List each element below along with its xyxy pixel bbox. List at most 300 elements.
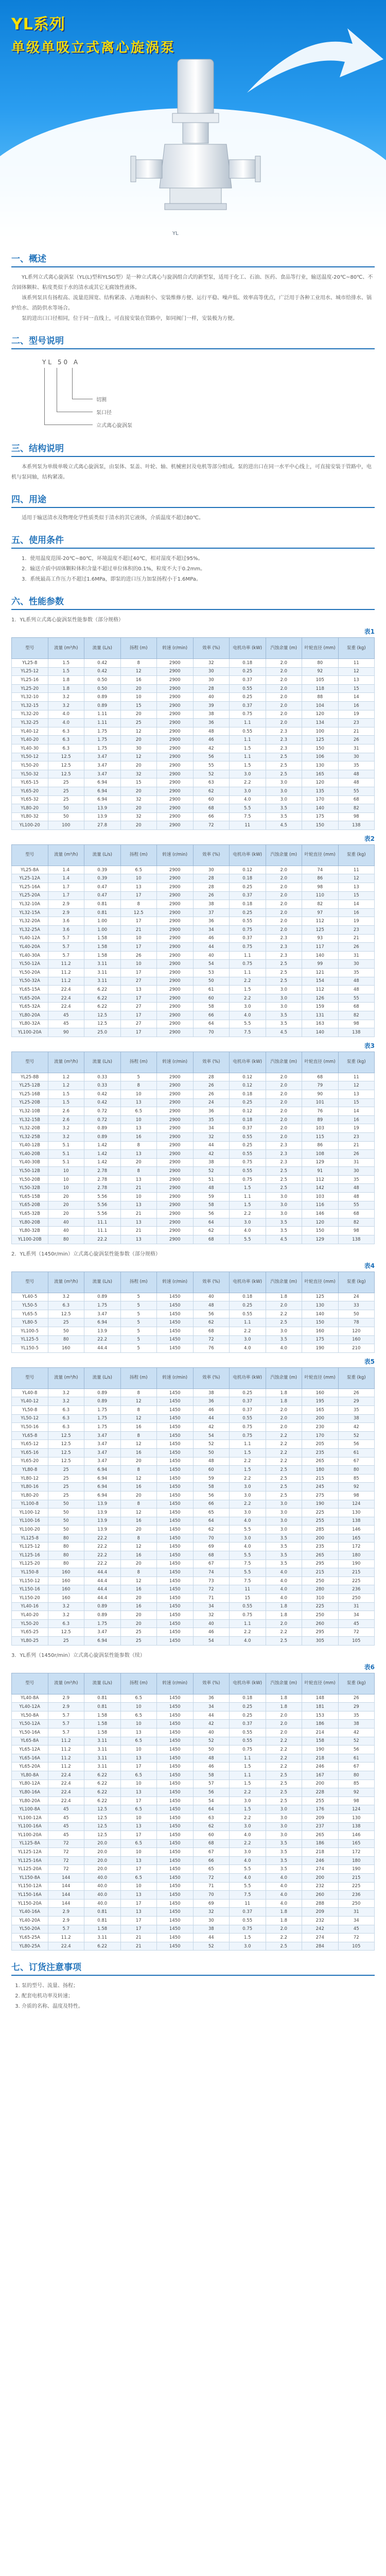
table-cell: 0.37 xyxy=(230,934,266,943)
table-cell: 3.0 xyxy=(230,1797,266,1805)
table-cell: 6.5 xyxy=(120,1771,157,1780)
column-header: 流量 (L/s) xyxy=(84,1272,121,1293)
table-cell: 3.0 xyxy=(230,1848,266,1857)
table-row xyxy=(12,1318,375,1327)
table-cell: 2.2 xyxy=(230,994,266,1003)
table-cell: 3.0 xyxy=(266,1509,302,1517)
table-cell: 2900 xyxy=(157,761,194,770)
table-row xyxy=(12,874,375,883)
table-cell: 1450 xyxy=(157,1534,194,1543)
model-cell: YL150-20 xyxy=(12,1594,48,1603)
table-cell: 92 xyxy=(338,1483,375,1492)
table-row xyxy=(12,1619,375,1628)
table-cell: 1450 xyxy=(157,1405,194,1414)
table-cell: 2.9 xyxy=(48,1703,84,1711)
table-row xyxy=(12,1141,375,1150)
model-cell: YL50-12 xyxy=(12,753,48,761)
table-cell: 3.47 xyxy=(84,1431,121,1440)
table-row xyxy=(12,1500,375,1509)
table-cell: 12.5 xyxy=(84,1822,121,1831)
table-cell: 205 xyxy=(302,1440,339,1449)
table-cell: 12 xyxy=(338,667,375,676)
model-cell: YL25-20A xyxy=(12,891,48,900)
model-cell: YL50-20 xyxy=(12,1619,48,1628)
table-cell: 4.0 xyxy=(230,1011,266,1020)
table-cell: 0.75 xyxy=(230,943,266,952)
table-cell: 130 xyxy=(338,1509,375,1517)
table-cell: 2900 xyxy=(157,812,194,821)
table-cell: 2900 xyxy=(157,770,194,778)
table-cell: 134 xyxy=(302,719,339,727)
section-divider xyxy=(11,507,375,508)
table-cell: 2.5 xyxy=(266,1167,302,1176)
table-row xyxy=(12,1388,375,1397)
table-cell: 2900 xyxy=(157,1235,194,1244)
table-cell: 50 xyxy=(48,1500,84,1509)
column-header: 流量 (m³/h) xyxy=(48,1673,84,1694)
table-cell: 3.0 xyxy=(266,1831,302,1840)
table-cell: 3.5 xyxy=(266,1534,302,1543)
table-cell: 140 xyxy=(302,1028,339,1037)
model-label: 立式离心旋涡泵 xyxy=(96,423,132,429)
table-cell: 2.9 xyxy=(48,1908,84,1917)
table-cell: 1.5 xyxy=(48,667,84,676)
model-cell: YL25-20 xyxy=(12,684,48,693)
table-cell: 2900 xyxy=(157,891,194,900)
table-cell: 16 xyxy=(120,1517,157,1526)
table-cell: 101 xyxy=(302,1098,339,1107)
table-cell: 38 xyxy=(193,1388,230,1397)
table-cell: 5.1 xyxy=(48,1150,84,1159)
table-cell: 6.3 xyxy=(48,1301,84,1310)
table-cell: 0.89 xyxy=(84,693,121,702)
table-row xyxy=(12,1073,375,1081)
table-row xyxy=(12,1737,375,1745)
table-cell: 0.18 xyxy=(230,874,266,883)
table-cell: 0.12 xyxy=(230,1073,266,1081)
table-cell: 2.0 xyxy=(266,1090,302,1098)
table-cell: 10 xyxy=(120,1703,157,1711)
table-row xyxy=(12,1891,375,1900)
table-cell: 13 xyxy=(120,1175,157,1184)
table-row xyxy=(12,1132,375,1141)
table-cell: 30 xyxy=(120,744,157,753)
table-row xyxy=(12,943,375,952)
table-cell: 190 xyxy=(338,1865,375,1874)
table-row xyxy=(12,1703,375,1711)
model-cell: YL40-8 xyxy=(12,1388,48,1397)
table-cell: 4.0 xyxy=(230,1543,266,1551)
table-cell: 2.9 xyxy=(48,900,84,909)
table-row xyxy=(12,969,375,977)
table-cell: 3.5 xyxy=(266,1335,302,1344)
table-cell: 215 xyxy=(302,1474,339,1483)
table-cell: 3.47 xyxy=(84,1440,121,1449)
table-cell: 6.22 xyxy=(84,1797,121,1805)
table-cell: 1.8 xyxy=(266,1703,302,1711)
table-cell: 3.0 xyxy=(266,1805,302,1814)
table-cell: 285 xyxy=(302,1526,339,1534)
table-cell: 129 xyxy=(302,1158,339,1167)
table-cell: 45 xyxy=(48,1814,84,1822)
table-cell: 36 xyxy=(193,917,230,926)
table-row xyxy=(12,1543,375,1551)
table-cell: 12.5 xyxy=(84,1831,121,1840)
table-cell: 112 xyxy=(302,986,339,994)
table-cell: 13 xyxy=(120,1218,157,1227)
model-cell: YL125-16A xyxy=(12,1856,48,1865)
table-cell: 34 xyxy=(338,1611,375,1620)
table-cell: 72 xyxy=(48,1856,84,1865)
table-cell: 44.4 xyxy=(84,1594,121,1603)
table-cell: 260 xyxy=(302,1891,339,1900)
table-cell: 2.0 xyxy=(266,710,302,719)
table-row xyxy=(12,1711,375,1720)
table-row xyxy=(12,1098,375,1107)
image-caption: YL xyxy=(172,231,179,236)
table-cell: 21 xyxy=(120,926,157,935)
table-cell: 1.58 xyxy=(84,1711,121,1720)
table-cell: 120 xyxy=(338,1327,375,1336)
table-row xyxy=(12,883,375,892)
table-cell: 1450 xyxy=(157,1568,194,1577)
table-cell: 44.4 xyxy=(84,1344,121,1353)
table-cell: 30 xyxy=(338,753,375,761)
table-cell: 6.94 xyxy=(84,795,121,804)
table-cell: 2.78 xyxy=(84,1175,121,1184)
table-cell: 10 xyxy=(120,1745,157,1754)
table-cell: 0.18 xyxy=(230,659,266,668)
table-cell: 11.2 xyxy=(48,1737,84,1745)
table-cell: 10 xyxy=(120,1848,157,1857)
table-cell: 30 xyxy=(193,866,230,874)
hero-banner xyxy=(0,0,386,242)
table-cell: 12.5 xyxy=(48,1310,84,1318)
column-header: 型号 xyxy=(12,638,48,659)
table-cell: 274 xyxy=(302,1934,339,1942)
table-cell: 2.2 xyxy=(230,1474,266,1483)
table-cell: 160 xyxy=(48,1568,84,1577)
table-cell: 1450 xyxy=(157,1500,194,1509)
table-cell: 2.5 xyxy=(266,969,302,977)
table-cell: 176 xyxy=(302,1805,339,1814)
table-cell: 26 xyxy=(338,1388,375,1397)
table-cell: 38 xyxy=(193,710,230,719)
table-cell: 4.0 xyxy=(266,1882,302,1891)
table-row xyxy=(12,1483,375,1492)
table-cell: 3.5 xyxy=(266,812,302,821)
column-header: 汽蚀余量 (m) xyxy=(266,1052,302,1073)
model-cell: YL100-8A xyxy=(12,1805,48,1814)
table-cell: 0.75 xyxy=(230,1431,266,1440)
table-cell: 2900 xyxy=(157,943,194,952)
model-cell: YL150-12A xyxy=(12,1882,48,1891)
table-cell: 3.47 xyxy=(84,1628,121,1637)
table-cell: 44 xyxy=(193,943,230,952)
table-cell: 12.5 xyxy=(84,1011,121,1020)
table-cell: 10 xyxy=(48,1175,84,1184)
table-cell: 16 xyxy=(120,1483,157,1492)
table-cell: 2.0 xyxy=(266,1115,302,1124)
table-cell: 2.0 xyxy=(266,866,302,874)
table-cell: 172 xyxy=(338,1848,375,1857)
table-cell: 8 xyxy=(120,1388,157,1397)
section-title-order: 七、订货注意事项 xyxy=(11,1962,81,1973)
table-cell: 22.4 xyxy=(48,986,84,994)
table-cell: 3.5 xyxy=(266,1865,302,1874)
table-cell: 32 xyxy=(120,812,157,821)
table-cell: 8 xyxy=(120,1568,157,1577)
column-header: 汽蚀余量 (m) xyxy=(266,638,302,659)
table-cell: 2.2 xyxy=(230,778,266,787)
table-cell: 3.0 xyxy=(266,778,302,787)
table-cell: 2.5 xyxy=(266,960,302,969)
table-cell: 50 xyxy=(48,1327,84,1336)
table-cell: 12 xyxy=(120,1543,157,1551)
section-divider xyxy=(11,266,375,267)
table-cell: 2.0 xyxy=(266,1414,302,1423)
model-cell: YL100-16 xyxy=(12,1517,48,1526)
table-cell: 1.42 xyxy=(84,1150,121,1159)
table-cell: 2.5 xyxy=(266,1637,302,1646)
table-cell: 13 xyxy=(338,883,375,892)
table-cell: 2900 xyxy=(157,1158,194,1167)
table-cell: 20 xyxy=(120,1457,157,1466)
table-cell: 12.5 xyxy=(84,1020,121,1028)
table-cell: 72 xyxy=(193,821,230,830)
table-cell: 260 xyxy=(302,1619,339,1628)
table-cell: 6.94 xyxy=(84,1483,121,1492)
table-cell: 1.5 xyxy=(230,1448,266,1457)
table-cell: 20 xyxy=(120,821,157,830)
table-cell: 0.37 xyxy=(230,891,266,900)
model-cell: YL50-8A xyxy=(12,1711,48,1720)
table-cell: 68 xyxy=(338,1210,375,1218)
model-cell: YL50-8 xyxy=(12,1405,48,1414)
table-cell: 56 xyxy=(193,1788,230,1797)
table-cell: 140 xyxy=(302,804,339,813)
column-header: 流量 (m³/h) xyxy=(48,844,84,866)
table-cell: 31 xyxy=(338,1158,375,1167)
table-cell: 32 xyxy=(120,770,157,778)
table-cell: 20 xyxy=(120,1594,157,1603)
table-cell: 1450 xyxy=(157,1551,194,1560)
table-cell: 2.0 xyxy=(266,1107,302,1116)
table-cell: 1450 xyxy=(157,1431,194,1440)
table-cell: 215 xyxy=(302,1568,339,1577)
table-cell: 1.4 xyxy=(48,866,84,874)
table-cell: 62 xyxy=(193,1318,230,1327)
table-cell: 1.1 xyxy=(230,736,266,744)
table-cell: 160 xyxy=(338,1335,375,1344)
table-cell: 2900 xyxy=(157,1210,194,1218)
table-cell: 6.22 xyxy=(84,994,121,1003)
table-cell: 2.2 xyxy=(266,1431,302,1440)
table-cell: 16 xyxy=(120,1551,157,1560)
table-cell: 80 xyxy=(48,1235,84,1244)
table-cell: 10 xyxy=(48,1184,84,1193)
table-cell: 24 xyxy=(338,1293,375,1301)
table-cell: 13 xyxy=(120,986,157,994)
table-row xyxy=(12,1831,375,1840)
column-header: 流量 (m³/h) xyxy=(48,1052,84,1073)
table-cell: 142 xyxy=(302,1184,339,1193)
table-cell: 126 xyxy=(302,994,339,1003)
table-note: 2．YL系列（1450r/min）立式离心旋涡泵性能参数（部分规格） xyxy=(11,1251,161,1257)
table-cell: 16 xyxy=(120,1585,157,1594)
table-cell: 69 xyxy=(193,1899,230,1908)
column-header: 叶轮直径 (mm) xyxy=(302,1052,339,1073)
table-cell: 45 xyxy=(48,1020,84,1028)
column-header: 转速 (r/min) xyxy=(157,1052,194,1073)
table-row xyxy=(12,1293,375,1301)
table-row xyxy=(12,1822,375,1831)
model-cell: YL100-20 xyxy=(12,821,48,830)
table-row xyxy=(12,1551,375,1560)
table-cell: 3.47 xyxy=(84,1448,121,1457)
table-cell: 2900 xyxy=(157,1167,194,1176)
table-cell: 20.0 xyxy=(84,1856,121,1865)
table-cell: 12 xyxy=(120,727,157,736)
table-cell: 45 xyxy=(338,1619,375,1628)
table-note: 1．YL系列立式离心旋涡泵性能参数（部分规格） xyxy=(11,617,124,623)
table-cell: 82 xyxy=(338,804,375,813)
table-cell: 0.37 xyxy=(230,1908,266,1917)
table-caption: 表3 xyxy=(364,1042,375,1049)
table-cell: 5.5 xyxy=(230,1235,266,1244)
table-cell: 2900 xyxy=(157,787,194,795)
table-row xyxy=(12,778,375,787)
table-cell: 124 xyxy=(338,1805,375,1814)
table-cell: 80 xyxy=(48,1543,84,1551)
table-row xyxy=(12,1848,375,1857)
table-cell: 2900 xyxy=(157,1201,194,1210)
table-cell: 13.9 xyxy=(84,804,121,813)
table-cell: 76 xyxy=(302,1107,339,1116)
table-cell: 60 xyxy=(193,994,230,1003)
performance-table xyxy=(11,1052,375,1244)
table-cell: 2900 xyxy=(157,727,194,736)
table-row xyxy=(12,1414,375,1423)
table-cell: 25 xyxy=(48,1474,84,1483)
order-list xyxy=(11,1981,375,2012)
table-cell: 48 xyxy=(338,778,375,787)
table-cell: 40 xyxy=(193,951,230,960)
table-cell: 25 xyxy=(48,1466,84,1475)
table-cell: 6.5 xyxy=(120,1107,157,1116)
product-name: 单级单吸立式离心旋涡泵 xyxy=(11,40,176,56)
table-cell: 130 xyxy=(302,1301,339,1310)
column-header: 电机功率 (kW) xyxy=(230,638,266,659)
table-row xyxy=(12,1917,375,1925)
table-cell: 2.5 xyxy=(266,977,302,986)
table-cell: 2.0 xyxy=(266,719,302,727)
table-row xyxy=(12,1448,375,1457)
table-cell: 2900 xyxy=(157,821,194,830)
model-cell: YL25-8A xyxy=(12,866,48,874)
table-cell: 1450 xyxy=(157,1526,194,1534)
table-cell: 13 xyxy=(120,1728,157,1737)
table-cell: 72 xyxy=(338,1628,375,1637)
table-cell: 4.5 xyxy=(266,821,302,830)
column-header: 型号 xyxy=(12,1367,48,1388)
table-cell: 22.2 xyxy=(84,1235,121,1244)
model-cell: YL80-32B xyxy=(12,1227,48,1235)
table-cell: 98 xyxy=(302,883,339,892)
table-cell: 2900 xyxy=(157,1073,194,1081)
table-cell: 8 xyxy=(120,900,157,909)
table-cell: 20.0 xyxy=(84,1848,121,1857)
table-row xyxy=(12,821,375,830)
paragraph: YL系列立式离心旋涡泵（YL(L)型和YLSG型）是一种立式离心与旋涡组合式的新型泵，适用于化工、石油、医药、食品等行业，输送温度-20℃~80℃、不含固体颗粒、粘度类似于水的清水或其它无腐蚀性液体。 xyxy=(11,275,373,291)
table-cell: 3.2 xyxy=(48,1124,84,1133)
table-cell: 37 xyxy=(193,908,230,917)
model-cell: YL80-8A xyxy=(12,1771,48,1780)
table-cell: 44 xyxy=(193,1711,230,1720)
table-cell: 3.2 xyxy=(48,1293,84,1301)
table-cell: 1450 xyxy=(157,1771,194,1780)
table-cell: 91 xyxy=(302,1167,339,1176)
table-cell: 0.42 xyxy=(84,659,121,668)
model-cell: YL32-20B xyxy=(12,1124,48,1133)
table-cell: 40 xyxy=(48,1218,84,1227)
table-cell: 5.56 xyxy=(84,1210,121,1218)
table-cell: 2900 xyxy=(157,994,194,1003)
table-cell: 25 xyxy=(120,1637,157,1646)
model-cell: YL65-32A xyxy=(12,1003,48,1011)
table-cell: 42 xyxy=(193,1423,230,1432)
table-cell: 0.37 xyxy=(230,1124,266,1133)
table-cell: 1.75 xyxy=(84,727,121,736)
section-title-model: 二、型号说明 xyxy=(11,336,64,346)
table-cell: 54 xyxy=(193,960,230,969)
table-cell: 265 xyxy=(302,1831,339,1840)
table-cell: 1.5 xyxy=(230,1184,266,1193)
table-cell: 0.25 xyxy=(230,883,266,892)
table-cell: 150 xyxy=(302,821,339,830)
table-cell: 22.4 xyxy=(48,1780,84,1788)
table-cell: 20 xyxy=(120,804,157,813)
table-cell: 4.0 xyxy=(230,1517,266,1526)
table-cell: 1450 xyxy=(157,1637,194,1646)
model-cell: YL150-5 xyxy=(12,1344,48,1353)
column-header: 转速 (r/min) xyxy=(157,1673,194,1694)
model-cell: YL40-20 xyxy=(12,1611,48,1620)
model-cell: YL32-10 xyxy=(12,693,48,702)
table-cell: 2.5 xyxy=(266,1318,302,1327)
table-cell: 138 xyxy=(338,1235,375,1244)
table-cell: 150 xyxy=(302,1227,339,1235)
table-cell: 0.89 xyxy=(84,1124,121,1133)
table-cell: 0.72 xyxy=(84,1115,121,1124)
table-cell: 104 xyxy=(302,701,339,710)
table-cell: 22.4 xyxy=(48,1788,84,1797)
table-row xyxy=(12,1788,375,1797)
table-row xyxy=(12,1028,375,1037)
table-cell: 1450 xyxy=(157,1440,194,1449)
table-cell: 1450 xyxy=(157,1585,194,1594)
table-cell: 2900 xyxy=(157,960,194,969)
table-cell: 1450 xyxy=(157,1737,194,1745)
table-cell: 4.0 xyxy=(266,1577,302,1585)
table-row xyxy=(12,1201,375,1210)
table-row xyxy=(12,1011,375,1020)
table-cell: 31 xyxy=(338,951,375,960)
table-cell: 17 xyxy=(120,891,157,900)
table-cell: 42 xyxy=(338,1728,375,1737)
table-cell: 56 xyxy=(193,1310,230,1318)
table-row xyxy=(12,1762,375,1771)
